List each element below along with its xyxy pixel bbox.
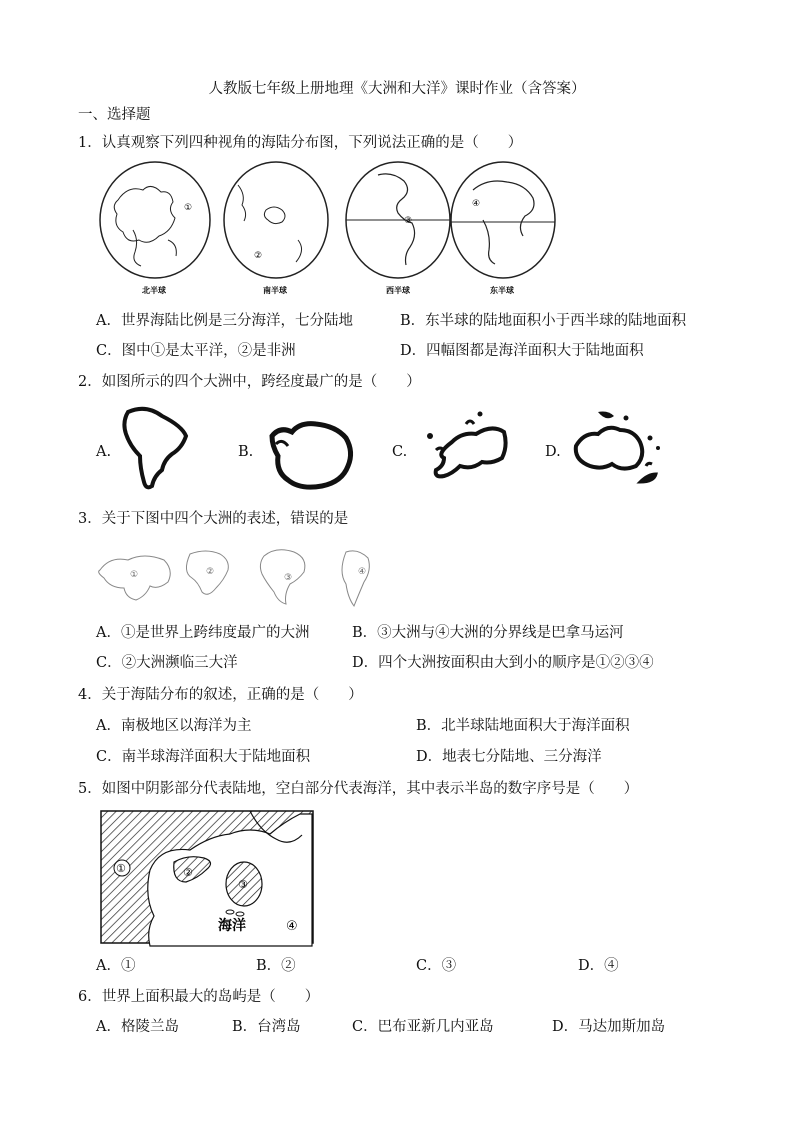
southern-hemisphere-globe (224, 162, 328, 295)
eastern-hemisphere-globe (451, 162, 555, 295)
hemisphere-figure (98, 160, 538, 300)
question-1-stem: 1．认真观察下列四种视角的海陆分布图，下列说法正确的是（ ） (78, 135, 523, 151)
q2-option-d: D. (545, 444, 561, 460)
western-hemisphere-globe (346, 162, 450, 295)
document-title: 人教版七年级上册地理《大洲和大洋》课时作业（含答案） (208, 81, 586, 97)
q5-option-b: B．② (256, 958, 296, 974)
q1-option-b: B．东半球的陆地面积小于西半球的陆地面积 (400, 313, 687, 329)
globe-label-east: 东半球 (490, 286, 514, 295)
africa-outline (186, 551, 228, 594)
svg-text:①: ① (116, 862, 126, 875)
svg-text:①: ① (184, 203, 193, 213)
globe-label-south: 南半球 (263, 286, 287, 295)
question-5-stem: 5．如图中阴影部分代表陆地，空白部分代表海洋，其中表示半岛的数字序号是（ ） (78, 781, 639, 797)
section-heading: 一、选择题 (78, 107, 151, 123)
question-2-stem: 2．如图所示的四个大洲中，跨经度最广的是（ ） (78, 374, 421, 390)
question-6-stem: 6．世界上面积最大的岛屿是（ ） (78, 989, 320, 1005)
q5-option-c: C．③ (416, 958, 457, 974)
north-america-outline (260, 550, 304, 604)
svg-text:③: ③ (238, 878, 248, 891)
q4-option-a: A．南极地区以海洋为主 (96, 718, 252, 734)
q3-option-a: A．①是世界上跨纬度最广的大洲 (96, 625, 310, 641)
ocean-label: 海洋 (218, 918, 246, 934)
oceania-outline (568, 408, 672, 492)
svg-text:③: ③ (284, 573, 293, 583)
q4-option-b: B．北半球陆地面积大于海洋面积 (416, 718, 630, 734)
q6-option-c: C．巴布亚新几内亚岛 (352, 1019, 494, 1035)
question-4-stem: 4．关于海陆分布的叙述，正确的是（ ） (78, 687, 363, 703)
q2-option-b: B. (238, 444, 254, 460)
asia-outline (99, 556, 171, 600)
four-continents-figure (94, 544, 394, 614)
europe-outline (422, 406, 512, 486)
q1-option-c: C．图中①是太平洋，②是非洲 (96, 343, 296, 359)
q5-option-a: A．① (96, 958, 136, 974)
q3-option-b: B．③大洲与④大洲的分界线是巴拿马运河 (352, 625, 624, 641)
q4-option-c: C．南半球海洋面积大于陆地面积 (96, 749, 311, 765)
svg-text:②: ② (254, 251, 263, 261)
q6-option-b: B．台湾岛 (232, 1019, 301, 1035)
q6-option-a: A．格陵兰岛 (96, 1019, 179, 1035)
globe-label-west: 西半球 (386, 286, 410, 295)
q2-option-a: A. (96, 444, 112, 460)
q5-option-d: D．④ (578, 958, 619, 974)
globe-label-north: 北半球 (142, 286, 166, 295)
northern-hemisphere-globe (100, 162, 210, 295)
svg-text:②: ② (206, 567, 215, 577)
svg-text:④: ④ (358, 567, 367, 577)
svg-text:②: ② (183, 866, 193, 879)
svg-text:③: ③ (404, 216, 413, 226)
q1-option-d: D．四幅图都是海洋面积大于陆地面积 (400, 343, 644, 359)
q1-option-a: A．世界海陆比例是三分海洋，七分陆地 (96, 313, 353, 329)
peninsula-figure (100, 810, 314, 944)
q3-option-d: D．四个大洲按面积由大到小的顺序是①②③④ (352, 655, 654, 671)
question-3-stem: 3．关于下图中四个大洲的表述，错误的是 (78, 511, 349, 527)
svg-text:④: ④ (472, 199, 481, 209)
q2-option-c: C. (392, 444, 408, 460)
q6-option-d: D．马达加斯加岛 (552, 1019, 666, 1035)
q4-option-d: D．地表七分陆地、三分海洋 (416, 749, 602, 765)
antarctica-outline (266, 418, 356, 494)
q3-option-c: C．②大洲濒临三大洋 (96, 655, 238, 671)
south-america-outline (120, 404, 190, 494)
svg-text:④: ④ (286, 919, 298, 934)
south-america-small-outline (342, 551, 369, 606)
svg-text:①: ① (130, 570, 139, 580)
